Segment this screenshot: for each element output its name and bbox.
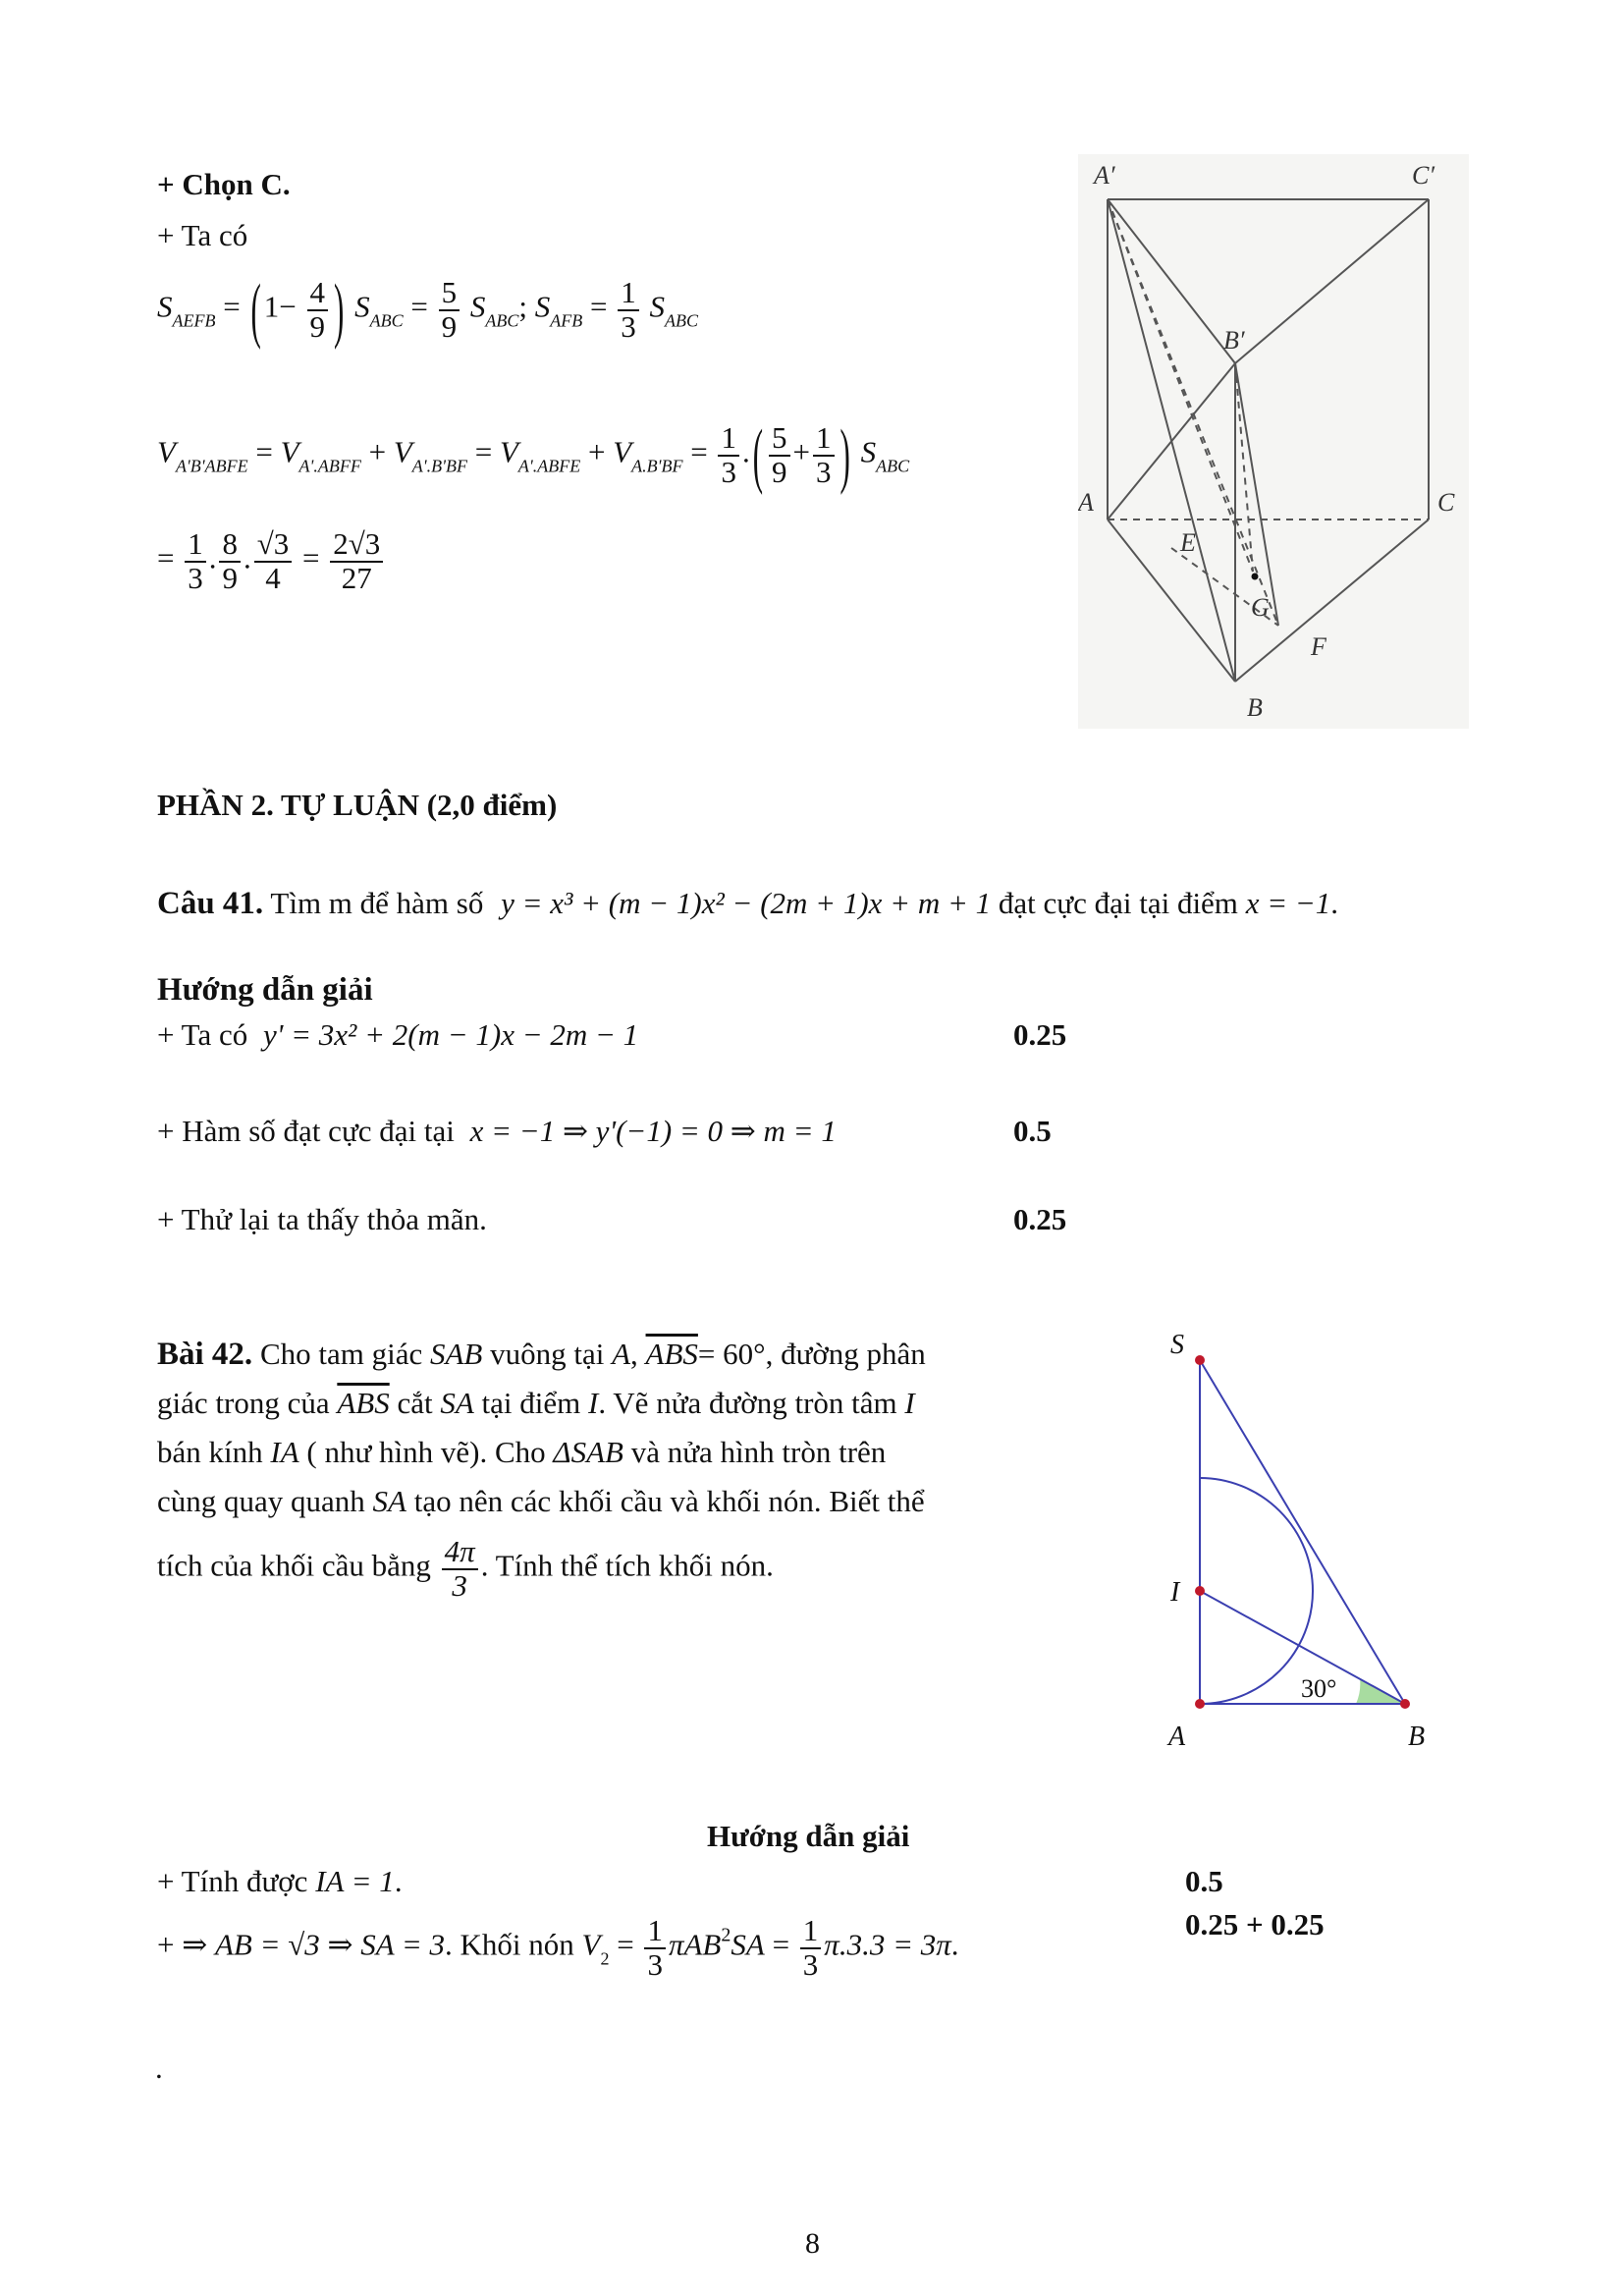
q42-step-1: + Tính được IA = 1. (157, 1864, 403, 1898)
q41-label: Câu 41. (157, 886, 264, 921)
label-e: E (1180, 528, 1196, 557)
q42-score-2: 0.25 + 0.25 (1185, 1907, 1325, 1941)
choose-answer: + Chọn C. (157, 167, 291, 201)
label-c1: C′ (1412, 161, 1435, 190)
area-formula: $S_{AEFB} = (1-$ $\frac{4}{9}$ ) $S_{ABC}$ = $\frac{5}{9}$ $S_{ABC}$; $S_{AFB}$ = $\frac{1}{3}$ $S_{ABC}$ (157, 267, 698, 351)
point-b (1400, 1699, 1410, 1709)
page-number: 8 (805, 2227, 820, 2260)
label-f: F (1311, 632, 1326, 661)
semicircle (1200, 1478, 1313, 1704)
q42-label: Bài 42. (157, 1337, 253, 1372)
label-g: G (1251, 593, 1270, 622)
label-c: C (1437, 488, 1455, 517)
q41-guide-heading: Hướng dẫn giải (157, 972, 373, 1008)
side-sb (1200, 1360, 1405, 1704)
q41-score-3: 0.25 (1013, 1202, 1067, 1236)
q41-step-3: + Thử lại ta thấy thỏa mãn. (157, 1202, 487, 1236)
label-i: I (1170, 1577, 1180, 1608)
triangle-figure (1159, 1321, 1443, 1758)
label-a1: A′ (1094, 161, 1115, 190)
q42-score-1: 0.5 (1185, 1864, 1223, 1898)
prism-figure (1078, 154, 1469, 729)
volume-result: = $\frac{1}{3}$ . $\frac{8}{9}$ . $\frac{√3}{4}$ = $\frac{2√3}{27}$ (157, 528, 386, 594)
label-b: B (1408, 1722, 1426, 1752)
stray-dot: . (155, 2050, 163, 2085)
label-s: S (1170, 1330, 1184, 1360)
q42-guide-heading: Hướng dẫn giải (707, 1819, 910, 1853)
q41-score-2: 0.5 (1013, 1114, 1052, 1148)
q41-point: x = −1 (1245, 886, 1331, 920)
point-a (1195, 1699, 1205, 1709)
point-g (1252, 574, 1259, 580)
label-a: A (1078, 488, 1094, 517)
q42-statement: Bài 42. Cho tam giác SAB vuông tại A, $\overline{ABS}= 60^\circ$, đường phân giác trong của $\overline{ABS}$ cắt SA tại điểm I. Vẽ nửa đường tròn tâm I bán kính IA ( như hình vẽ). Cho ΔSAB và nửa hình tròn trên cùng quay quanh SA tạo nên các khối cầu và khối nón. Biết thể tích của khối cầu bằng $\frac{4\pi}{3}$ . Tính thể tích khối nón. (157, 1337, 926, 1603)
label-b1: B′ (1223, 326, 1245, 355)
q41-step-1: + Ta có y' = 3x² + 2(m − 1)x − 2m − 1 (157, 1017, 639, 1052)
point-i (1195, 1586, 1205, 1596)
q41-statement: Câu 41. Tìm m để hàm số y = x³ + (m − 1)x² − (2m + 1)x + m + 1 đạt cực đại tại điểm x = −1. (157, 886, 1339, 921)
ta-co-label: + Ta có (157, 218, 248, 252)
label-b: B (1247, 693, 1263, 722)
q42-step-2: + ⇒ AB = √3 ⇒ SA = 3. Khối nón $V_2$ = $\frac{1}{3}$ πAB$^2$SA = $\frac{1}{3}$ π.3.3 = 3π. (157, 1913, 959, 1982)
label-a: A (1168, 1722, 1186, 1752)
prism-figure-background (1078, 154, 1469, 729)
q41-step-2: + Hàm số đạt cực đại tại x = −1 ⇒ y'(−1) = 0 ⇒ m = 1 (157, 1114, 837, 1148)
volume-formula: $V_{A'B'ABFE} = V_{A'.ABFF} + V_{A'.B'BF} = V_{A'.ABFE} + V_{A.B'BF}$ = $\frac{1}{3}$ .( $\frac{5}{9}$ + $\frac{1}{3}$ ) $S_{ABC}$ (157, 412, 910, 496)
part2-heading: PHẦN 2. TỰ LUẬN (2,0 điểm) (157, 788, 558, 822)
q41-score-1: 0.25 (1013, 1017, 1067, 1052)
angle-30-label: 30° (1301, 1674, 1337, 1703)
q41-function: y = x³ + (m − 1)x² − (2m + 1)x + m + 1 (501, 886, 992, 920)
point-s (1195, 1355, 1205, 1365)
